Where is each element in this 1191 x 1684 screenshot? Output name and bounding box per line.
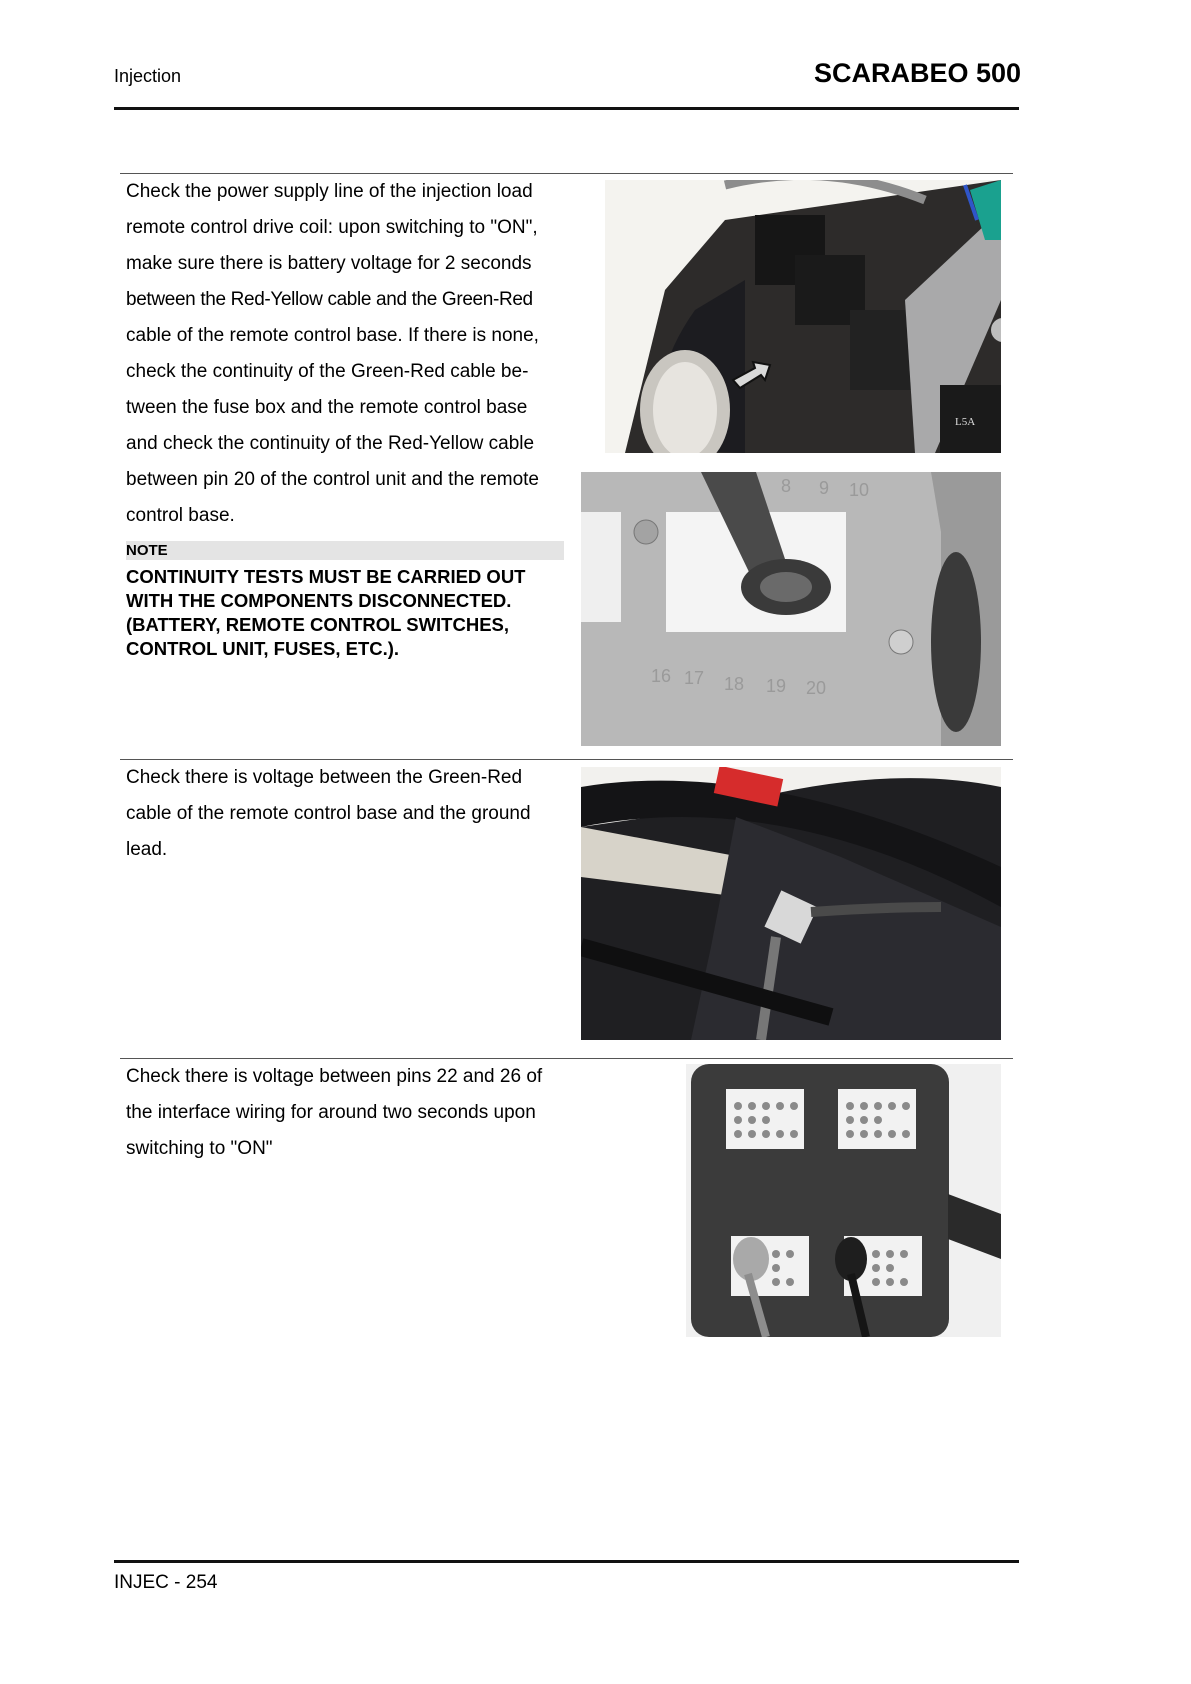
text-line: check the continuity of the Green-Red cable be- <box>126 361 529 382</box>
step-1-text <box>126 174 566 534</box>
note-line: CONTROL UNIT, FUSES, ETC.). <box>126 638 400 659</box>
text-line: tween the fuse box and the remote control base <box>126 397 528 418</box>
text-line: the interface wiring for around two seconds upon <box>126 1102 536 1123</box>
text-line: cable of the remote control base and the ground <box>126 803 531 824</box>
pin-label: 9 <box>819 478 830 498</box>
text-line: Check the power supply line of the injection load <box>126 181 533 202</box>
text-line: between pin 20 of the control unit and the remote <box>126 469 539 490</box>
text-line: make sure there is battery voltage for 2 seconds <box>126 253 532 274</box>
note-line: CONTINUITY TESTS MUST BE CARRIED OUT <box>126 566 526 587</box>
pin-label: 20 <box>806 678 827 698</box>
pin-label: 8 <box>781 476 792 496</box>
pin-label: 17 <box>684 668 705 688</box>
step-3-text <box>126 1059 566 1167</box>
photo-relay-box <box>605 180 1001 453</box>
photo-interface-wiring <box>686 1064 1001 1337</box>
pin-label: 16 <box>651 666 672 686</box>
text-line: lead. <box>126 839 168 860</box>
relay-label: L5A <box>955 416 976 428</box>
photo-connector-pins <box>581 472 1001 746</box>
pin-label: 10 <box>849 480 870 500</box>
photo-ground-lead <box>581 767 1001 1040</box>
text-line: between the Red-Yellow cable and the Green-Red <box>126 289 533 310</box>
text-line: and check the continuity of the Red-Yellow cable <box>126 433 535 454</box>
header-section-title: Injection <box>114 66 182 86</box>
step-2-text <box>126 760 566 868</box>
footer-divider <box>114 1560 1019 1563</box>
pin-label: 18 <box>724 674 745 694</box>
note-line: WITH THE COMPONENTS DISCONNECTED. <box>126 590 512 611</box>
note-body <box>126 565 576 661</box>
header-model-title: SCARABEO 500 <box>813 58 1021 88</box>
text-line: remote control drive coil: upon switching to "ON", <box>126 217 538 238</box>
text-line: control base. <box>126 505 235 526</box>
text-line: Check there is voltage between the Green-Red <box>126 767 523 788</box>
pin-label: 19 <box>766 676 787 696</box>
note-label: NOTE <box>126 541 564 560</box>
header-divider <box>114 107 1019 110</box>
text-line: cable of the remote control base. If there is none, <box>126 325 539 346</box>
text-line: Check there is voltage between pins 22 and 26 of <box>126 1066 543 1087</box>
text-line: switching to "ON" <box>126 1138 273 1159</box>
note-line: (BATTERY, REMOTE CONTROL SWITCHES, <box>126 614 510 635</box>
page-number: INJEC - 254 <box>114 1572 218 1593</box>
